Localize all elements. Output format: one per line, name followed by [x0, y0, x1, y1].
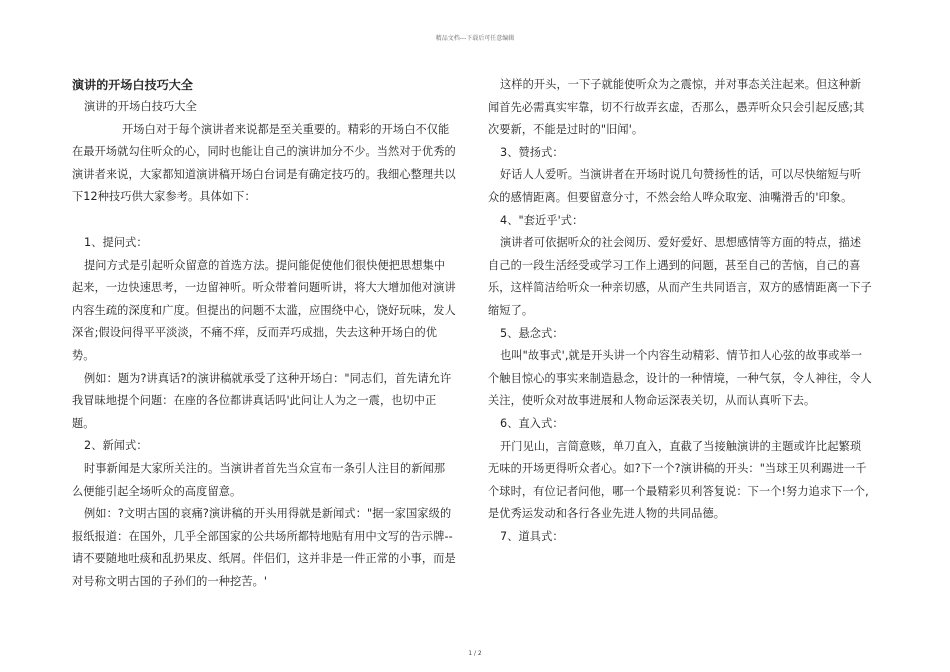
page-header: 精品文档---下载后可任意编辑 [435, 35, 515, 42]
section-body-2: 时事新闻是大家所关注的。当演讲者首先当众宣布一条引人注目的新闻那么便能引起全场听众的高度留意。 [72, 461, 446, 498]
section-heading-6: 6、直入式： [500, 416, 564, 430]
right-column [488, 74, 872, 548]
document-title: 演讲的开场白技巧大全 [72, 78, 194, 92]
section-body-2-continued: 这样的开头，一下子就能使听众为之震惊，并对事态关注起来。但这种新闻首先必需真实牢靠，切不行故弄玄虚，否那么，愚弄听众只会引起反感;其次要新，不能是过时的"旧闻'。 [488, 78, 865, 137]
document-subtitle: 演讲的开场白技巧大全 [84, 100, 197, 113]
section-body-3: 好话人人爱听。当演讲者在开场时说几句赞扬性的话，可以尽快缩短与听众的感情距离。但要留意分寸，不然会给人哗众取宠、油嘴滑舌的'印象。 [488, 168, 862, 204]
section-heading-2: 2、新闻式： [84, 439, 148, 453]
section-body-5: 也叫"故事式',就是开头讲一个内容生动精彩、情节扣人心弦的故事或举一个触目惊心的事实来制造悬念，设计的一种情境，一种气氛，令人神往，令人关注，使听众对故事进展和人物命运深表关切，从而认真听下去。 [488, 349, 872, 408]
section-heading-4: 4、"套近乎'式： [500, 213, 584, 227]
intro-paragraph: 开场白对于每个演讲者来说都是至关重要的。精彩的开场白不仅能在最开场就勾住听众的心，同时也能让自己的演讲加分不少。当然对于优秀的演讲者来说，大家都知道演讲稿开场白台词是有确定技巧的。我细心整理共以下12种技巧供大家参考。具体如下： [72, 122, 456, 204]
left-column [72, 74, 456, 593]
page-number: 1 / 2 [468, 650, 482, 657]
section-heading-5: 5、悬念式： [500, 326, 564, 340]
section-heading-3: 3、赞扬式： [500, 145, 564, 159]
paragraph-gap [72, 209, 456, 232]
section-body-1: 提问方式是引起听众留意的首选方法。提问能促使他们很快便把思想集中起来，一边快速思考，一边留神听。听众带着问题听讲，将大大增加他对演讲内容生疏的深度和广度。但提出的问题不太滥，应围绕中心，饶好玩味，发人深省;假设问得平平淡淡，不痛不痒，反而弄巧成拙，失去这种开场白的优势。 [72, 258, 456, 362]
section-heading-1: 1、提问式： [84, 235, 148, 249]
section-example-1: 例如：题为?讲真话?的演讲稿就承受了这种开场白："同志们，首先请允许我冒昧地提个问题：在座的各位都讲真话吗'此问让人为之一震，也切中正题。 [72, 371, 452, 430]
section-example-2: 例如：?文明古国的哀痛?演讲稿的开头用得就是新闻式："据一家国家级的报纸报道：在国外，几乎全部国家的公共场所都特地贴有用中文写的告示牌--请不要随地吐痰和乱扔果皮、纸屑。伴侣们，这并非是一件正常的小事，而是对号称文明古国的子孙们的一种挖苦。' [72, 507, 456, 588]
section-body-4: 演讲者可依据听众的社会阅历、爱好爱好、思想感情等方面的特点，描述自己的一段生活经受或学习工作上遇到的问题，甚至自己的苦恼，自己的喜乐，这样简洁给听众一种亲切感，从而产生共同语言，双方的感情距离一下子缩短了。 [488, 236, 872, 317]
section-body-6: 开门见山，言简意赅，单刀直入，直截了当接触演讲的主题或许比起繁琐无味的开场更得听众者心。如?下一个?演讲稿的开头："当球王贝利踢进一千个球时，有位记者问他，哪一个最精彩贝利答复说：下一个!努力追求下一个,是优秀运发动和各行各业先进人物的共同品德。 [488, 439, 869, 521]
section-heading-7: 7、道具式： [500, 529, 564, 543]
